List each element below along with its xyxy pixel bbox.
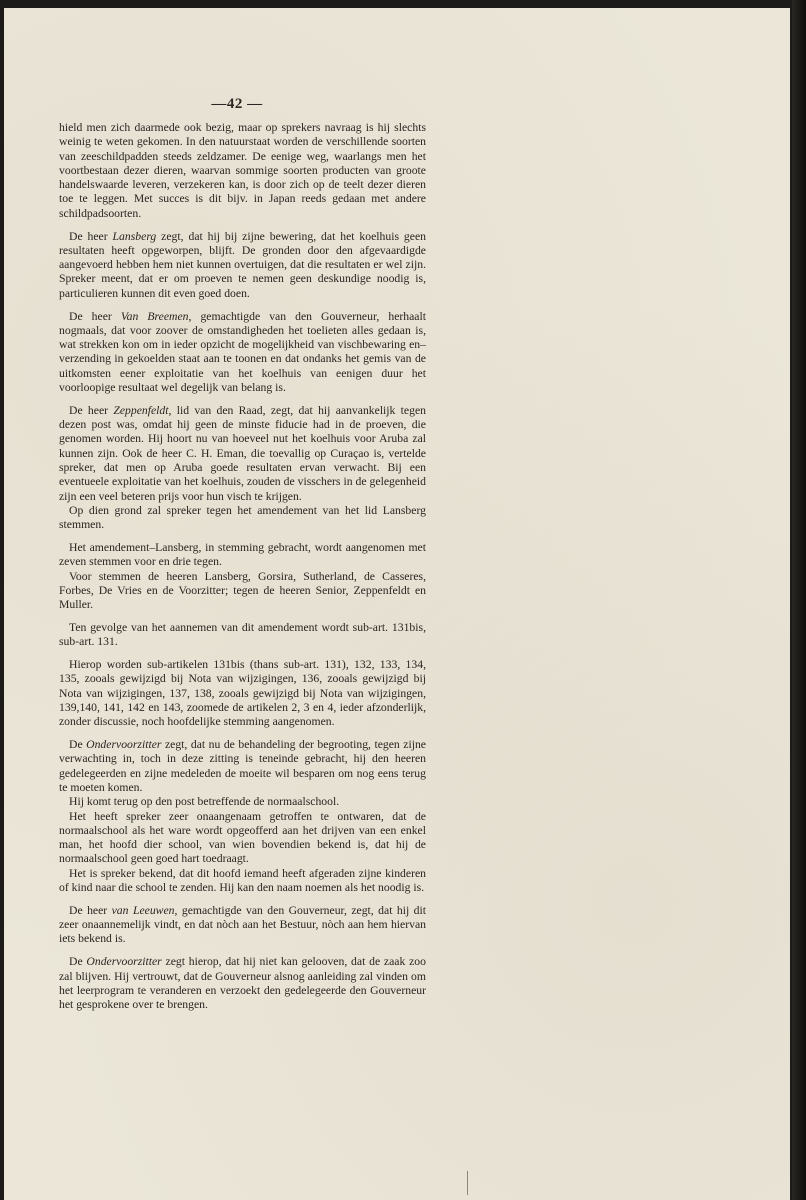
paragraph-15-body: zegt hierop, dat hij niet kan gelooven, dat de zaak zoo zal blijven. Hij vertrouwt, dat de Gouverneur alsnog aanleiding zal vinden om het leerprogram te veranderen en verzoekt den gedelegeerde den Gouverneur het gesprokene over te brengen. bbox=[59, 955, 426, 1012]
speaker-name-ondervoorzitter: Ondervoorzitter bbox=[86, 738, 162, 752]
paragraph-9: Hierop worden sub-artikelen 131bis (thans sub-art. 131), 132, 133, 134, 135, zooals gewijzigd bij Nota van wijzigingen, 136, zooals gewijzigd bij Nota van wijzigingen, 137, 138, zooals gewijzigd bij Nota van wijzigingen, 139,140, 141, 142 en 143, zoomede de artikelen 2, 3 en 4, ieder afzonderlijk, zonder discussie, noch hoofdelijke stemming aangenomen. bbox=[59, 658, 426, 729]
paragraph-3 bbox=[59, 310, 426, 396]
paragraph-15 bbox=[59, 955, 426, 1012]
paragraph-12: Het heeft spreker zeer onaangenaam getroffen te ontwaren, dat de normaalschool als het ware wordt opgeofferd aan het drijven van een enkel man, het hoofd dier school, van wien bovendien bekend is, dat hij de normaalschool geen goed hart toedraagt. bbox=[59, 809, 426, 866]
paragraph-11: Hij komt terug op den post betreffende de normaalschool. bbox=[69, 795, 340, 809]
paragraph-14-body: , gemachtigde van den Gouverneur, zegt, dat hij dit zeer onaannemelijk vindt, en dat nòch aan het Bestuur, nòch aan hem hiervan iets bekend is. bbox=[59, 903, 426, 946]
document-page bbox=[4, 8, 790, 1200]
paragraph-2-intro: De heer bbox=[69, 229, 113, 243]
speaker-name-ondervoorzitter-2: Ondervoorzitter bbox=[86, 955, 162, 969]
body-text bbox=[59, 121, 426, 1021]
paragraph-5: Op dien grond zal spreker tegen het amendement van het lid Lansberg stemmen. bbox=[59, 503, 426, 532]
speaker-name-van-breemen: Van Breemen bbox=[120, 309, 189, 323]
paragraph-4 bbox=[59, 404, 426, 504]
paragraph-4-body: , lid van den Raad, zegt, dat hij aanvankelijk tegen dezen post was, omdat hij geen de minste fiducie had in de proeven, die genomen worden. Hij hoort nu van hoeveel nut het koelhuis voor Aruba zal kunnen zijn. Ook de heer C. H. Eman, die toevallig op Curaçao is, vertelde spreker, dat men op Aruba goede resultaten ervan verwacht. Bij een eventueele exploitatie van het koelhuis, zouden de visschers in de gelegenheid zijn een veel beteren prijs voor hun visch te krijgen. bbox=[59, 403, 426, 503]
margin-pencil-mark bbox=[467, 1171, 468, 1195]
page-edge-shadow bbox=[792, 0, 806, 1200]
paragraph-13: Het is spreker bekend, dat dit hoofd iemand heeft afgeraden zijne kinderen of kind naar die school te zenden. Hij kan den naam noemen als het noodig is. bbox=[59, 866, 426, 895]
paragraph-10 bbox=[59, 738, 426, 795]
paragraph-1: hield men zich daarmede ook bezig, maar op sprekers navraag is hij slechts weinig te weten gekomen. In den natuurstaat worden de verschillende soorten van zeeschildpadden steeds zeldzamer. De eenige weg, waarlangs men het voortbestaan dezer dieren, waarvan sommige soorten producten van groote handelswaarde leveren, verzekeren kan, is door zich op de teelt dezer dieren toe te leggen. Met succes is dit bijv. in Japan reeds gedaan met andere schildpadsoorten. bbox=[59, 121, 426, 220]
paragraph-14 bbox=[59, 904, 426, 947]
paragraph-14-intro: De heer bbox=[69, 903, 112, 917]
paragraph-2-body: zegt, dat hij bij zijne bewering, dat het koelhuis geen resultaten heeft opgeworpen, blijft. De gronden door den afgevaardigde aangevoerd hebben hem niet kunnen overtuigen, dat die resultaten er wel zijn. Spreker meent, dat er om proeven te nemen geen deskundige noodig is, particulieren kunnen dit even goed doen. bbox=[59, 229, 426, 300]
paragraph-7: Voor stemmen de heeren Lansberg, Gorsira, Sutherland, de Casseres, Forbes, De Vries en de Voorzitter; tegen de heeren Senior, Zeppenfeldt en Muller. bbox=[59, 569, 426, 612]
paragraph-6: Het amendement–Lansberg, in stemming gebracht, wordt aangenomen met zeven stemmen voor en drie tegen. bbox=[59, 541, 426, 569]
paragraph-4-intro: De heer bbox=[69, 403, 114, 417]
page-number: —42 — bbox=[211, 96, 263, 112]
speaker-name-van-leeuwen: van Leeuwen bbox=[111, 903, 175, 917]
paragraph-3-body: , gemachtigde van den Gouverneur, herhaalt nogmaals, dat voor zoover de omstandigheden het toelieten alles gedaan is, wat strekken kon om in ieder opzicht de mogelijkheid van vischbewaring en– verzending in gekoelden staat aan te toonen en dat ondanks het gemis van de uitkomsten eener exploitatie van het koelhuis van eenigen duur het voorloopige resultaat wel degelijk van belang is. bbox=[59, 309, 426, 395]
speaker-name-lansberg: Lansberg bbox=[112, 229, 157, 243]
paragraph-2 bbox=[59, 230, 426, 301]
paragraph-8: Ten gevolge van het aannemen van dit amendement wordt sub-art. 131bis, sub-art. 131. bbox=[59, 621, 426, 649]
paragraph-10-intro: De bbox=[69, 738, 87, 752]
paragraph-3-intro: De heer bbox=[69, 309, 121, 323]
speaker-name-zeppenfeldt: Zeppenfeldt bbox=[113, 403, 169, 417]
paragraph-10-body: zegt, dat nu de behandeling der begrooting, tegen zijne verwachting in, toch in deze zitting is teneinde gebracht, hij den heeren gedelegeerden en zijne medeleden de moeite wil besparen om nog eens terug te moeten komen. bbox=[59, 738, 426, 794]
paragraph-15-intro: De bbox=[69, 955, 87, 969]
